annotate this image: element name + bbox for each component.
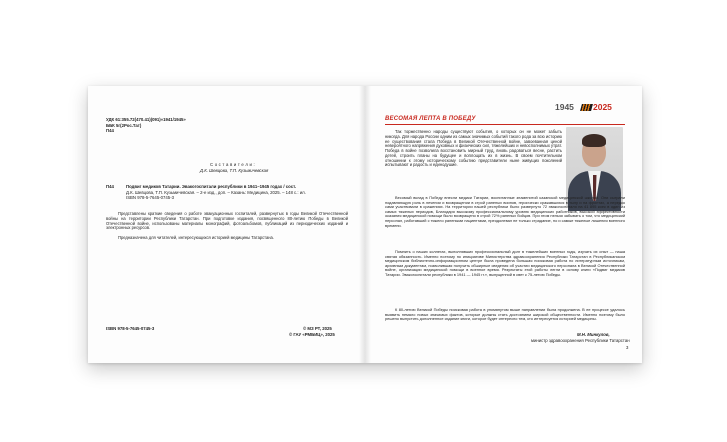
year-end: 2025 [593,102,612,112]
paragraph-4: К 80-летию Великой Победы поисковая работа в упомянутом выше направлении была продолжена. В ее процессе удалось выявить немало новых значимых фактов, которые должны стать достоянием широкой общественности. Именно поэтому было решено выпустить дополненное издание книги, которое будет интересно тем, кто интересуется историей медицины. [385,307,625,322]
year-start: 1945 [555,102,574,112]
isbn: ISBN 978-5-7645-0745-3 [106,326,155,331]
copyright-1: © МЗ РТ, 2025 [303,326,332,331]
author-code: П44 [106,128,114,133]
paragraph-2: Весомый вклад в Победу внесли медики Татарии, воспитанные знаменитой казанской медицинской школой. Они сыграли подавляющую роль в лечении и возвращении в строй раненых воинов, героически сражавшихся в тылу и на фронтах, а нередко сами участвовали в сражениях. На территории нашей республики было развернуто 72 эвакогоспиталя на 41 895 коек в один из самых тяжелых периодов, Благодаря высокому профессиональному уровню медицинских работников, высокой эффективности оказания медицинской помощи было возвращено в строй 72% раненых бойцов. При этом нельзя забывать о том, что медицинский персонал, работавший с тяжело ранеными пациентами, преодолевал не только страдание, но и самые тяжелые лишения военного времени. [385,195,625,228]
page-number: 3 [626,345,629,350]
paragraph-1: Так торжественно народы существуют события, о которых он не может забыть никогда. Для народа России одним из самых значимых событий такого рода за всю историю ее существования стала Победа в Великой Отечественной войне, завоеванная ценой невероятного напряжения духовных и физических сил, тяжелейших и невосполнимых утрат. Победа в войне позволила восстановить мирный труд, вновь радоваться весне, растить детей, строить планы на будущее и воплощать их в жизнь. В своем почтительном отношении к этому историческому событию представители ныне живущих поколений испытывают и радость и единодушие. [385,129,562,168]
signature-name: М.Н. Минкулов, [577,332,610,337]
compilers-names: Д.К. Шевцова, Т.П. Кузьмичевская [200,168,269,173]
heading-divider [385,124,625,125]
portrait-hair [582,134,606,147]
copyright-2: © ГАУ «РМБИЦ», 2025 [289,331,335,337]
left-page [88,86,365,363]
udk-code: УДК 61:355.72(470.41)(091)«1941/1945» [106,117,186,122]
book-spread [88,86,642,363]
signature-role: министр здравоохранения Республики Татарстан [531,338,630,343]
right-page [365,86,642,363]
anniversary-banner [555,103,627,112]
paragraph-3: Помнить о наших коллегах, выполнявших профессиональный долг в тяжелейших военных годы, изучать их опыт — наша святая обязанность. Именно поэтому по инициативе Министерства здравоохранения Республики Татарстан в Республиканском медицинском библиотечно-информационном центре была проведена большая поисковая работа по литературным источникам, архивным документам, позволившая получить обширные сведения об участии медицинского персонала в Великой Отечественной войне, организации медицинской помощи в военное время. Результаты этой работы легли в основу книги «Подвиг медиков Татарии. Эвакогоспитали республики в 1941 — 1945 гг.», выпущенной в свет к 75-летию Победы. [385,249,625,277]
bib-code: П44 [106,184,114,189]
st-george-ribbon-icon [580,104,593,111]
compilers-label: С о с т а в и т е л и : [210,162,255,167]
bib-line-1 [126,184,348,189]
annotation-text: Представлены краткие сведения о работе эвакуационных госпиталей, развернутых в годы Великой Отечественной войны на территории Республики Татарстан. При подготовке издания, посвященного 80-летию Победы в Великой Отечественной войне, использованы материалы монографий, фотоальбомов, публикаций из периодических изданий и электронных ресурсов. [106,211,348,231]
bib-line-2: Д.К. Шевцова, Т.П. Кузьмичевская. – 2-е изд., доп. – Казань: Медицина, 2025. – 148 с.: ил. [126,189,306,195]
audience-text: Предназначена для читателей, интересующихся историей медицины Татарстана. [118,235,274,240]
bib-line-3: ISBN 978-5-7645-0745-3 [126,195,175,200]
bbk-code: ББК 5г(2Рос.Тат) [106,122,142,128]
page-heading: ВЕСОМАЯ ЛЕПТА В ПОБЕДУ [385,116,476,122]
bib-line-1-text: Подвиг медиков Татарии. Эвакогоспитали республики в 1941–1945 годах / сост. [126,184,297,189]
